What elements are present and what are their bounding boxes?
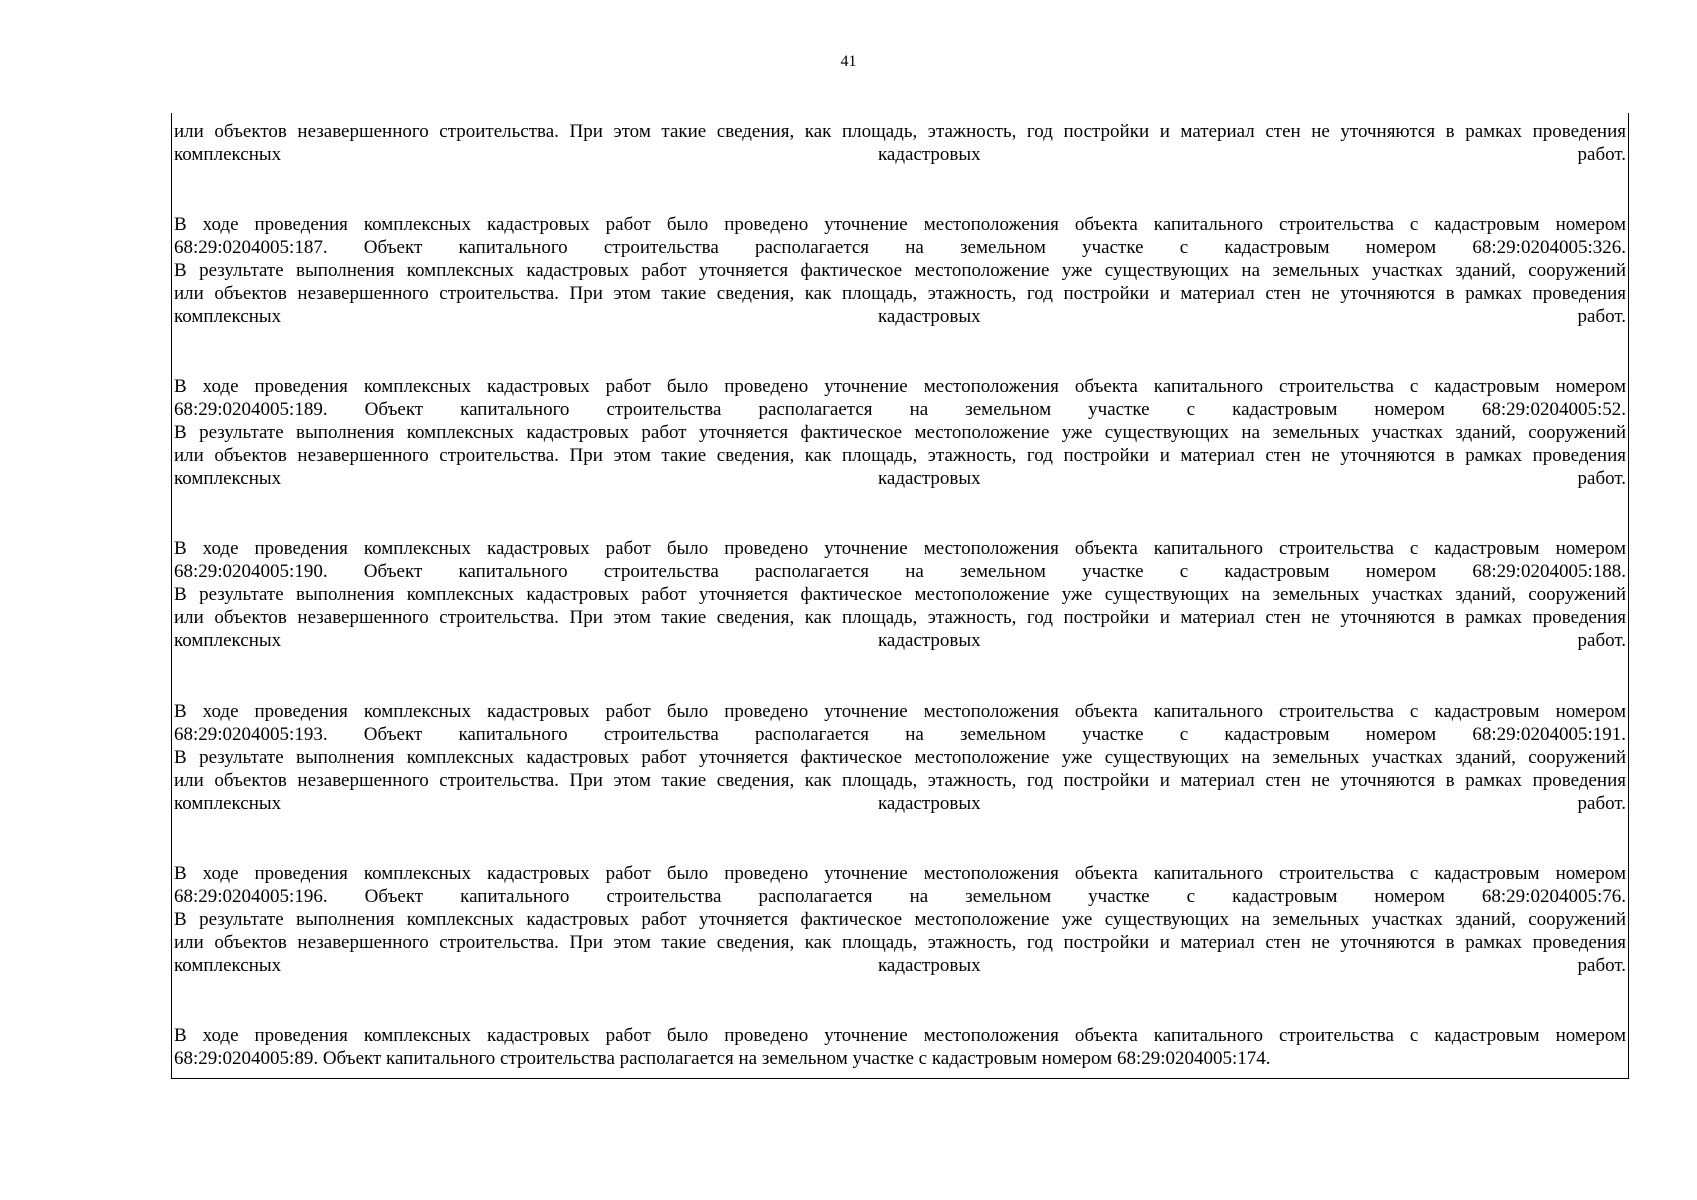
text-line: 68:29:0204005:193. Объект капитального строительства располагается на земельном участке с кадастровым номером 68:29:0204005:191.	[174, 724, 1626, 745]
text-line: или объектов незавершенного строительства. При этом такие сведения, как площадь, этажность, год постройки и материал стен не уточняются в рамках проведения	[174, 770, 1626, 791]
text-line: В ходе проведения комплексных кадастровых работ было проведено уточнение местоположения объекта капитального строительства с кадастровым номером	[174, 863, 1626, 884]
text-line: комплексных кадастровых работ.	[174, 468, 1626, 489]
text-line: 68:29:0204005:89. Объект капитального строительства располагается на земельном участке с кадастровым номером 68:29:0204005:174.	[174, 1048, 1271, 1069]
text-line: В ходе проведения комплексных кадастровых работ было проведено уточнение местоположения объекта капитального строительства с кадастровым номером	[174, 701, 1626, 722]
page-number: 41	[840, 53, 857, 70]
text-line: комплексных кадастровых работ.	[174, 630, 1626, 651]
text-line: или объектов незавершенного строительства. При этом такие сведения, как площадь, этажность, год постройки и материал стен не уточняются в рамках проведения	[174, 121, 1626, 142]
text-line: 68:29:0204005:196. Объект капитального строительства располагается на земельном участке с кадастровым номером 68:29:0204005:76.	[174, 886, 1626, 907]
text-line: В результате выполнения комплексных кадастровых работ уточняется фактическое местоположение уже существующих на земельных участках зданий, сооружений	[174, 422, 1626, 443]
text-line: В результате выполнения комплексных кадастровых работ уточняется фактическое местоположение уже существующих на земельных участках зданий, сооружений	[174, 584, 1626, 605]
text-line: В результате выполнения комплексных кадастровых работ уточняется фактическое местоположение уже существующих на земельных участках зданий, сооружений	[174, 747, 1626, 768]
text-line: 68:29:0204005:187. Объект капитального строительства располагается на земельном участке с кадастровым номером 68:29:0204005:326.	[174, 237, 1626, 258]
text-line: или объектов незавершенного строительства. При этом такие сведения, как площадь, этажность, год постройки и материал стен не уточняются в рамках проведения	[174, 932, 1626, 953]
text-line: комплексных кадастровых работ.	[174, 793, 1626, 814]
text-line: комплексных кадастровых работ.	[174, 144, 1626, 165]
text-line: В результате выполнения комплексных кадастровых работ уточняется фактическое местоположение уже существующих на земельных участках зданий, сооружений	[174, 909, 1626, 930]
text-line: В ходе проведения комплексных кадастровых работ было проведено уточнение местоположения объекта капитального строительства с кадастровым номером	[174, 538, 1626, 559]
text-line: комплексных кадастровых работ.	[174, 955, 1626, 976]
text-line: В результате выполнения комплексных кадастровых работ уточняется фактическое местоположение уже существующих на земельных участках зданий, сооружений	[174, 260, 1626, 281]
text-line: В ходе проведения комплексных кадастровых работ было проведено уточнение местоположения объекта капитального строительства с кадастровым номером	[174, 376, 1626, 397]
text-line: или объектов незавершенного строительства. При этом такие сведения, как площадь, этажность, год постройки и материал стен не уточняются в рамках проведения	[174, 607, 1626, 628]
text-line: В ходе проведения комплексных кадастровых работ было проведено уточнение местоположения объекта капитального строительства с кадастровым номером	[174, 214, 1626, 235]
text-line: комплексных кадастровых работ.	[174, 306, 1626, 327]
text-line: В ходе проведения комплексных кадастровых работ было проведено уточнение местоположения объекта капитального строительства с кадастровым номером	[174, 1025, 1626, 1046]
text-line: или объектов незавершенного строительства. При этом такие сведения, как площадь, этажность, год постройки и материал стен не уточняются в рамках проведения	[174, 445, 1626, 466]
text-line: или объектов незавершенного строительства. При этом такие сведения, как площадь, этажность, год постройки и материал стен не уточняются в рамках проведения	[174, 283, 1626, 304]
text-line: 68:29:0204005:189. Объект капитального строительства располагается на земельном участке с кадастровым номером 68:29:0204005:52.	[174, 399, 1626, 420]
text-line: 68:29:0204005:190. Объект капитального строительства располагается на земельном участке с кадастровым номером 68:29:0204005:188.	[174, 561, 1626, 582]
